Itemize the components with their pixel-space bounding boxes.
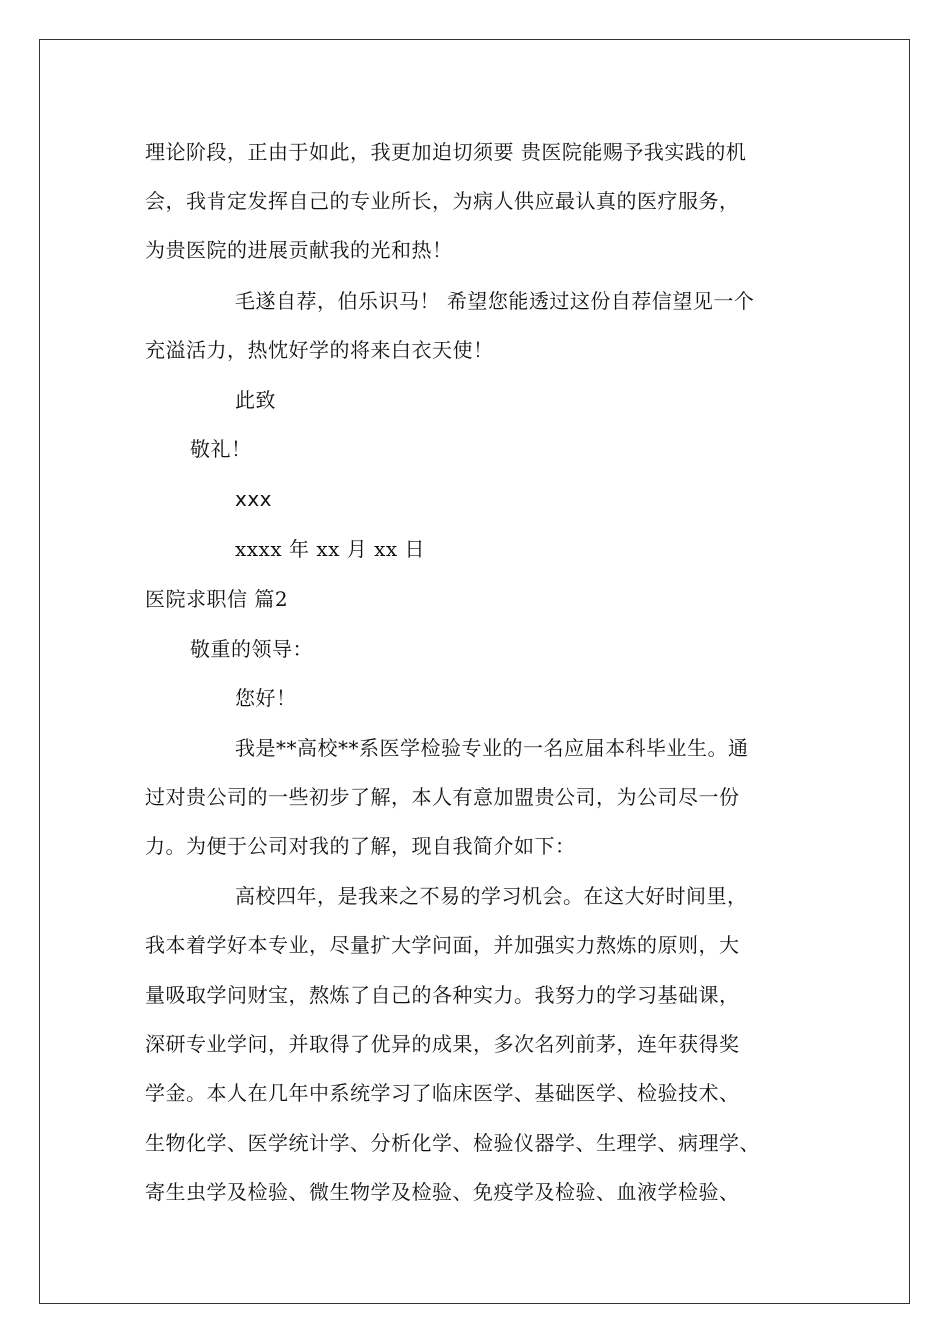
paragraph-4-line-3: 量吸取学问财宝，熬炼了自己的各种实力。我努力的学习基础课， [145, 983, 740, 1007]
paragraph-3-line-2: 过对贵公司的一些初步了解，本人有意加盟贵公司，为公司尽一份 [145, 785, 740, 809]
paragraph-4-line-4: 深研专业学问，并取得了优异的成果，多次名列前茅，连年获得奖 [145, 1032, 740, 1056]
paragraph-4-line-7: 寄生虫学及检验、微生物学及检验、免疫学及检验、血液学检验、 [145, 1180, 740, 1204]
paragraph-1-line-2: 会，我肯定发挥自己的专业所长，为病人供应最认真的医疗服务， [145, 189, 740, 213]
signature-name: xxx [235, 487, 273, 511]
paragraph-4-line-2: 我本着学好本专业，尽量扩大学问面，并加强实力熬炼的原则，大 [145, 933, 740, 957]
salute: 敬礼！ [190, 437, 252, 461]
paragraph-3-line-3: 力。为便于公司对我的了解，现自我简介如下： [145, 834, 576, 858]
section-heading: 医院求职信 篇2 [145, 587, 289, 611]
paragraph-4-line-1: 高校四年，是我来之不易的学习机会。在这大好时间里， [235, 884, 748, 908]
page-border [39, 39, 910, 1304]
signature-date: xxxx 年 xx 月 xx 日 [235, 537, 426, 561]
paragraph-2-line-2: 充溢活力，热忱好学的将来白衣天使！ [145, 338, 494, 362]
paragraph-4-line-6: 生物化学、医学统计学、分析化学、检验仪器学、生理学、病理学、 [145, 1131, 760, 1155]
paragraph-2-line-1: 毛遂自荐，伯乐识马！ 希望您能透过这份自荐信望见一个 [235, 289, 755, 313]
paragraph-3-line-1: 我是**高校**系医学检验专业的一名应届本科毕业生。通 [235, 736, 749, 760]
paragraph-4-line-5: 学金。本人在几年中系统学习了临床医学、基础医学、检验技术、 [145, 1081, 740, 1105]
closing-phrase: 此致 [235, 388, 276, 412]
paragraph-1-line-1: 理论阶段，正由于如此，我更加迫切须要 贵医院能赐予我实践的机 [145, 140, 747, 164]
greeting-hello: 您好！ [235, 686, 297, 710]
paragraph-1-line-3: 为贵医院的进展贡献我的光和热！ [145, 238, 453, 262]
greeting-recipient: 敬重的领导： [190, 637, 313, 661]
